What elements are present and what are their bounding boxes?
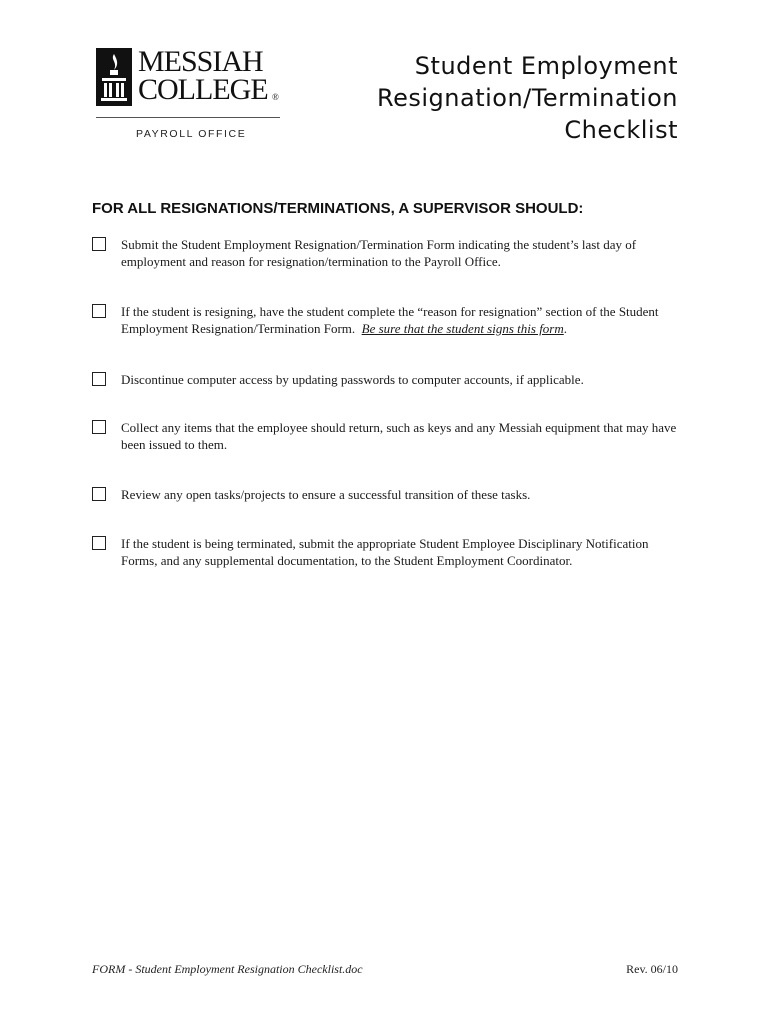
registered-mark: ®	[272, 92, 279, 102]
checklist-item-text: Submit the Student Employment Resignation/Termination Form indicating the student’s last day of employment and reason for resignation/termination to the Payroll Office.	[121, 237, 637, 269]
section-heading: FOR ALL RESIGNATIONS/TERMINATIONS, A SUPERVISOR SHOULD:	[92, 200, 584, 217]
checklist-item-text: Discontinue computer access by updating passwords to computer accounts, if applicable.	[121, 372, 584, 387]
checklist-item-main-text: If the student is resigning, have the student complete the “reason for resignation” section of the Student Employment Resignation/Termination Form.	[121, 304, 659, 336]
checkbox[interactable]	[92, 487, 106, 501]
checklist-item-text	[121, 303, 682, 337]
logo-name-line1: MESSIAH	[138, 45, 263, 78]
checklist-item-text: Review any open tasks/projects to ensure a successful transition of these tasks.	[121, 487, 531, 502]
checklist-item	[92, 303, 682, 337]
checklist-item-text: If the student is being terminated, submit the appropriate Student Employee Disciplinary Notification Forms, and any supplemental documentation, to the Student Employment Coordinator.	[121, 536, 649, 568]
checklist-item	[92, 486, 682, 503]
logo-name-line2: COLLEGE	[138, 73, 268, 106]
title-line1: Student Employment	[414, 52, 678, 80]
checklist-item	[92, 419, 682, 453]
title-line3: Checklist	[564, 116, 678, 144]
checklist-item	[92, 535, 682, 569]
checklist-item	[92, 236, 682, 270]
college-logo	[96, 46, 280, 146]
checklist-item	[92, 371, 682, 388]
checklist-item-text: Collect any items that the employee should return, such as keys and any Messiah equipment that may have been issued to them.	[121, 420, 677, 452]
checkbox[interactable]	[92, 420, 106, 434]
checkbox[interactable]	[92, 536, 106, 550]
checklist	[92, 236, 682, 569]
department-label: PAYROLL OFFICE	[136, 128, 247, 140]
footer-filename: FORM - Student Employment Resignation Checklist.doc	[92, 962, 363, 976]
checkbox[interactable]	[92, 372, 106, 386]
checkbox[interactable]	[92, 237, 106, 251]
footer-revision: Rev. 06/10	[626, 962, 678, 976]
signature-emphasis: Be sure that the student signs this form	[361, 321, 564, 336]
form-title	[377, 50, 678, 146]
title-line2: Resignation/Termination	[377, 84, 678, 112]
logo-divider	[96, 117, 280, 118]
lamp-emblem-icon	[96, 48, 132, 106]
checkbox[interactable]	[92, 304, 106, 318]
checklist-item-suffix: .	[563, 321, 568, 336]
